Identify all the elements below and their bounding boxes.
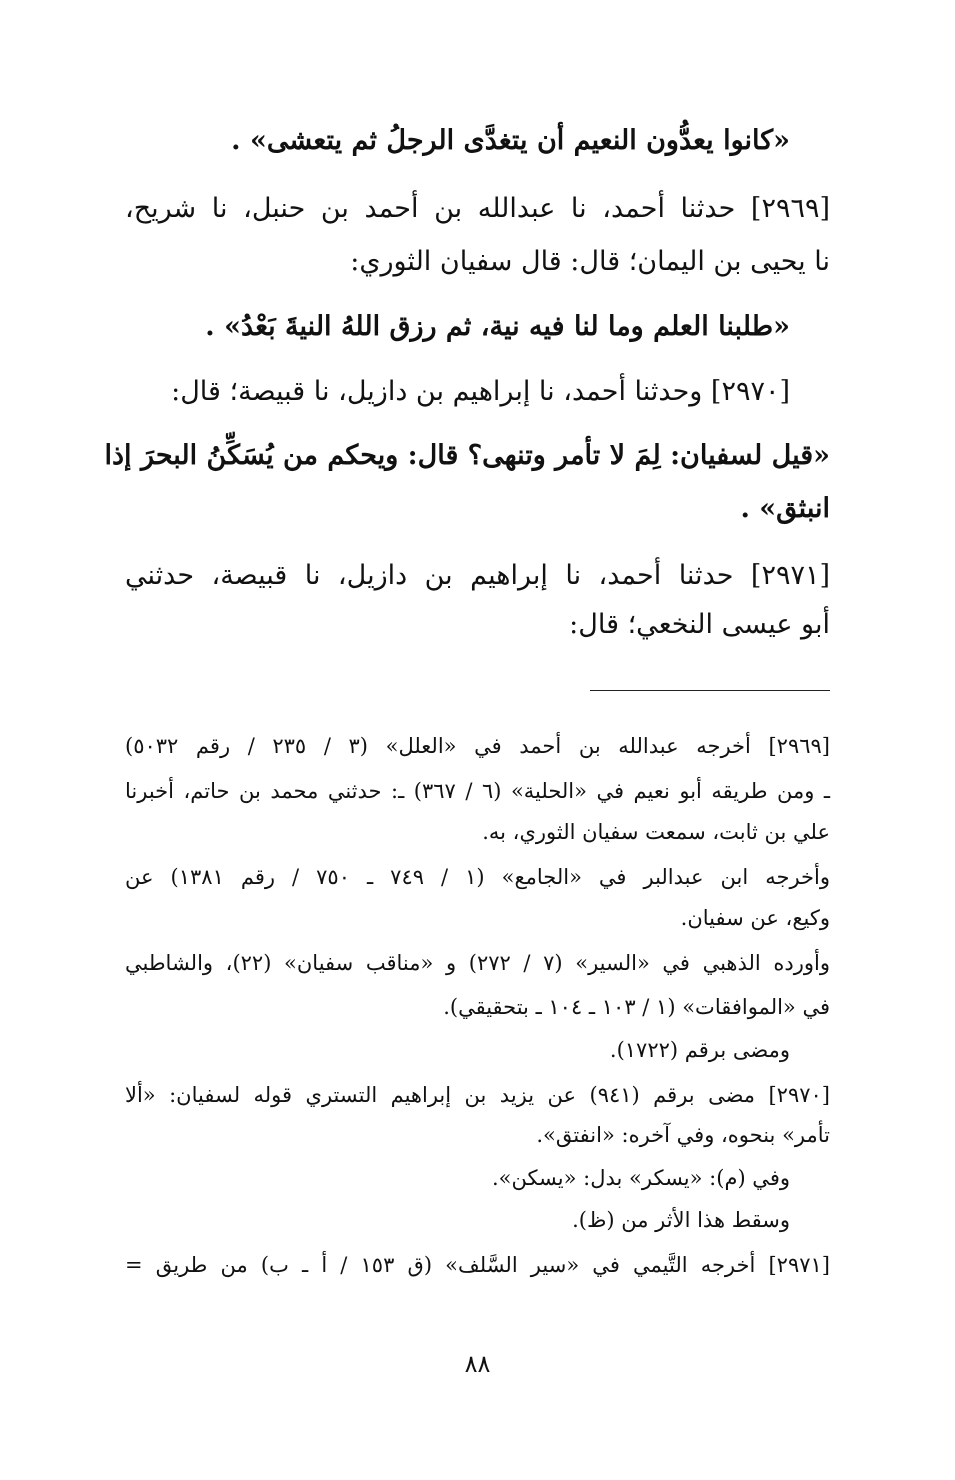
footnote-line: [٢٩٧٠] مضى برقم (٩٤١) عن يزيد بن إبراهيم التستري قوله لسفيان: «ألا xyxy=(125,1083,830,1107)
quote-text-line: «قيل لسفيان: لِمَ لا تأمر وتنهى؟ قال: ويحكم من يُسَكِّنُ البحرَ إذا xyxy=(104,440,830,471)
footnote-separator xyxy=(590,690,830,691)
hadith-2969-line-1: [٢٩٦٩] حدثنا أحمد، نا عبدالله بن أحمد بن حنبل، نا شريح، xyxy=(125,193,830,224)
hadith-2971-line-2: أبو عيسى النخعي؛ قال: xyxy=(569,609,830,640)
footnote-line: وأخرجه ابن عبدالبر في «الجامع» (١ / ٧٤٩ ـ ٧٥٠ / رقم ١٣٨١) عن xyxy=(125,865,831,889)
quote-text-line: «كانوا يعدُّون النعيم أن يتغدَّى الرجلُ ثم يتعشى» . xyxy=(231,125,790,156)
footnote-line: تأمر» بنحوه، وفي آخره: «انفتق». xyxy=(536,1123,830,1147)
footnote-line: ومضى برقم (١٧٢٢). xyxy=(609,1038,790,1062)
hadith-2971-line-1: [٢٩٧١] حدثنا أحمد، نا إبراهيم بن دازيل، نا قبيصة، حدثني xyxy=(125,560,830,591)
footnote-line: وفي (م): «يسكر» بدل: «يسكن». xyxy=(491,1166,790,1190)
footnote-line: وسقط هذا الأثر من (ظ). xyxy=(572,1208,790,1232)
footnote-line: في «الموافقات» (١ / ١٠٣ ـ ١٠٤ ـ بتحقيقي). xyxy=(443,995,830,1019)
quote-text-line: «طلبنا العلم وما لنا فيه نية، ثم رزق اللهُ النيةَ بَعْدُ» . xyxy=(205,311,790,342)
footnote-line: وأورده الذهبي في «السير» (٧ / ٢٧٢) و «مناقب سفيان» (٢٢)، والشاطبي xyxy=(125,951,830,975)
footnote-line: [٢٩٧١] أخرجه التَّيمي في «سير السَّلف» (ق ١٥٣ / أ ـ ب) من طريق = xyxy=(125,1253,830,1277)
page-number: ٨٨ xyxy=(464,1350,491,1378)
footnote-line: علي بن ثابت، سمعت سفيان الثوري، به. xyxy=(482,820,830,844)
footnote-line: وكيع، عن سفيان. xyxy=(680,906,830,930)
footnote-line: [٢٩٦٩] أخرجه عبدالله بن أحمد في «العلل» (٣ / ٢٣٥ / رقم ٥٠٣٢) xyxy=(125,734,830,758)
footnote-line: ـ ومن طريقه أبو نعيم في «الحلية» (٦ / ٣٦٧) ـ: حدثني محمد بن حاتم، أخبرنا xyxy=(125,779,830,803)
hadith-2970-line-1: [٢٩٧٠] وحدثنا أحمد، نا إبراهيم بن دازيل، نا قبيصة؛ قال: xyxy=(171,376,790,407)
hadith-2969-line-2: نا يحيى بن اليمان؛ قال: قال سفيان الثوري: xyxy=(350,246,830,277)
quote-text-line: انبثق» . xyxy=(740,493,830,524)
